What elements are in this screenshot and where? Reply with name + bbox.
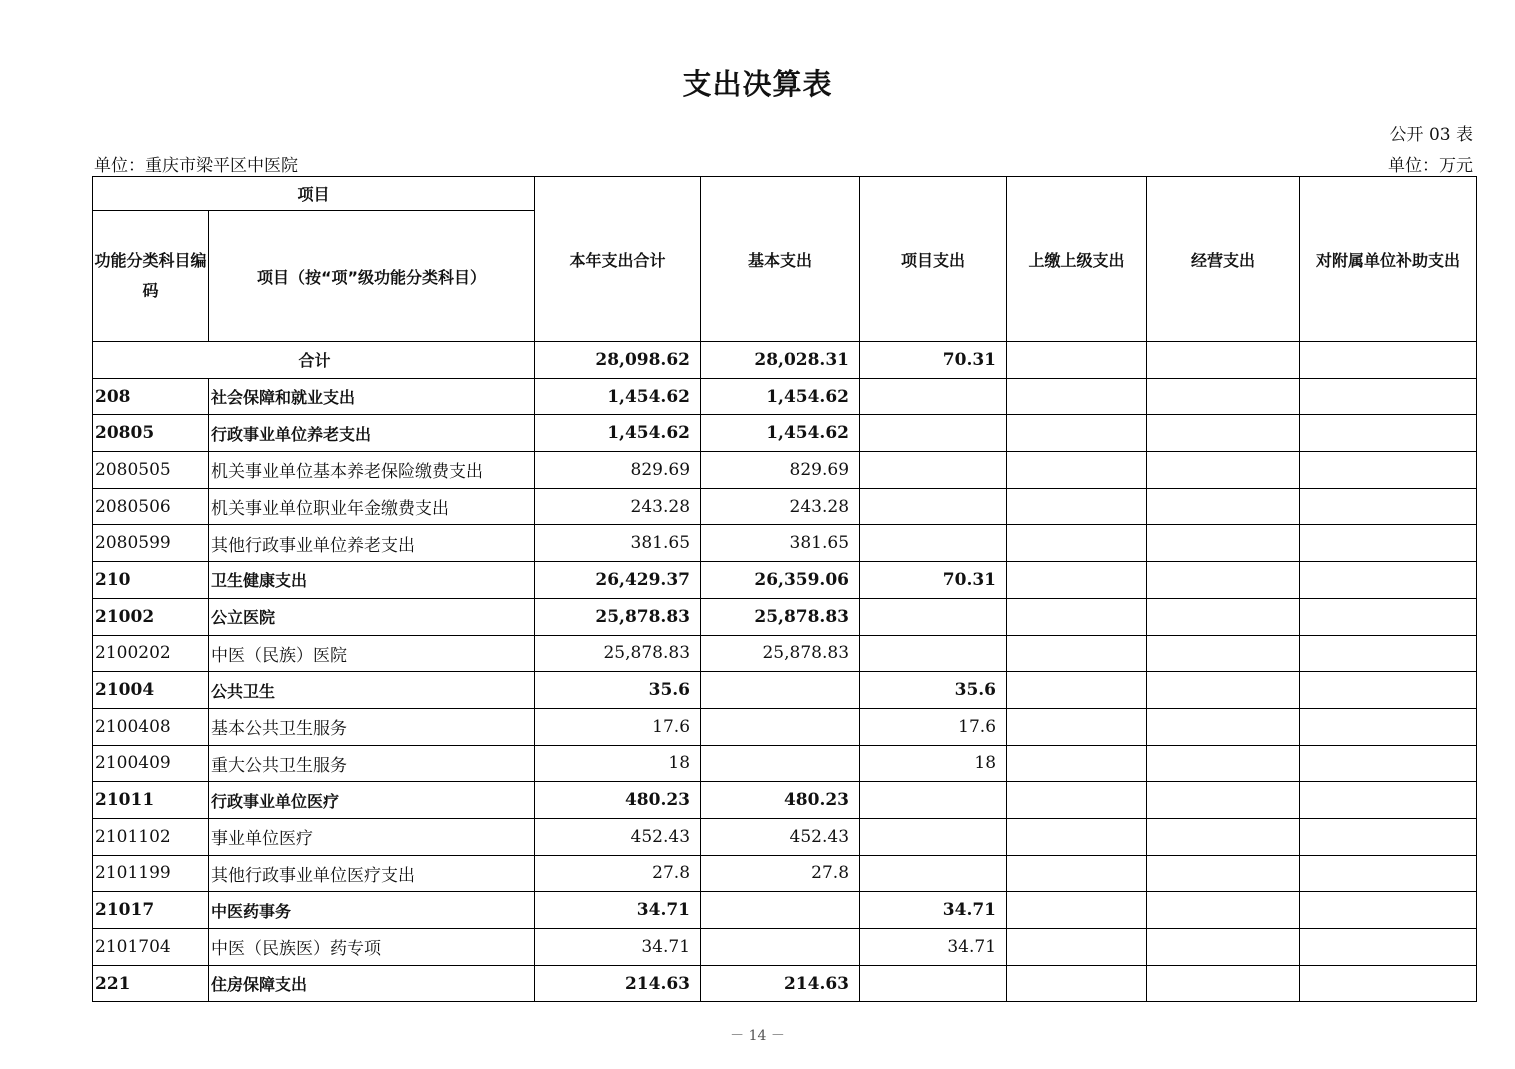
row-code: 221: [93, 965, 209, 1002]
table-row: [93, 672, 1477, 709]
table-row: [93, 965, 1477, 1002]
row-name: 事业单位医疗: [209, 818, 535, 855]
row-project: [860, 598, 1007, 635]
row-name: 其他行政事业单位医疗支出: [209, 855, 535, 892]
row-name: 中医（民族）医院: [209, 635, 535, 672]
row-total: 17.6: [535, 708, 701, 745]
row-upper: [1007, 818, 1147, 855]
row-name: 重大公共卫生服务: [209, 745, 535, 782]
row-code: 21002: [93, 598, 209, 635]
table-row: [93, 452, 1477, 489]
row-business: [1147, 965, 1300, 1002]
row-upper: [1007, 965, 1147, 1002]
row-total: 34.71: [535, 929, 701, 966]
row-upper: [1007, 488, 1147, 525]
row-business: [1147, 745, 1300, 782]
row-upper: [1007, 415, 1147, 452]
row-business: [1147, 525, 1300, 562]
row-business: [1147, 562, 1300, 599]
unit-currency: 单位：万元: [1388, 156, 1473, 176]
row-project: 35.6: [860, 672, 1007, 709]
row-name: 行政事业单位医疗: [209, 782, 535, 819]
table-row: [93, 708, 1477, 745]
row-total: 27.8: [535, 855, 701, 892]
row-project: 70.31: [860, 562, 1007, 599]
row-total: 25,878.83: [535, 598, 701, 635]
row-name: 机关事业单位基本养老保险缴费支出: [209, 452, 535, 489]
row-project: 34.71: [860, 929, 1007, 966]
row-upper: [1007, 525, 1147, 562]
total-row: [93, 342, 1477, 379]
row-total: 480.23: [535, 782, 701, 819]
row-project: [860, 782, 1007, 819]
table-row: [93, 818, 1477, 855]
row-business: [1147, 598, 1300, 635]
table-row: [93, 562, 1477, 599]
table-row: [93, 415, 1477, 452]
row-upper: [1007, 598, 1147, 635]
row-project: [860, 415, 1007, 452]
row-upper: [1007, 378, 1147, 415]
total-basic: 28,028.31: [701, 342, 860, 379]
row-project: [860, 635, 1007, 672]
total-total: 28,098.62: [535, 342, 701, 379]
row-business: [1147, 672, 1300, 709]
header-basic: 基本支出: [701, 177, 860, 342]
row-upper: [1007, 452, 1147, 489]
row-basic: 25,878.83: [701, 598, 860, 635]
row-subsidy: [1300, 818, 1477, 855]
row-business: [1147, 818, 1300, 855]
row-name: 基本公共卫生服务: [209, 708, 535, 745]
row-basic: 480.23: [701, 782, 860, 819]
table-row: [93, 782, 1477, 819]
row-total: 1,454.62: [535, 415, 701, 452]
row-business: [1147, 635, 1300, 672]
row-total: 18: [535, 745, 701, 782]
row-business: [1147, 929, 1300, 966]
row-project: [860, 488, 1007, 525]
row-project: [860, 452, 1007, 489]
row-code: 2100202: [93, 635, 209, 672]
row-subsidy: [1300, 929, 1477, 966]
row-total: 214.63: [535, 965, 701, 1002]
row-total: 381.65: [535, 525, 701, 562]
row-name: 住房保障支出: [209, 965, 535, 1002]
row-upper: [1007, 672, 1147, 709]
row-basic: 243.28: [701, 488, 860, 525]
row-upper: [1007, 855, 1147, 892]
row-code: 20805: [93, 415, 209, 452]
row-project: [860, 965, 1007, 1002]
row-project: [860, 855, 1007, 892]
row-code: 21017: [93, 892, 209, 929]
row-total: 25,878.83: [535, 635, 701, 672]
row-code: 2080505: [93, 452, 209, 489]
header-upper: 上缴上级支出: [1007, 177, 1147, 342]
row-basic: [701, 745, 860, 782]
row-business: [1147, 782, 1300, 819]
table-row: [93, 745, 1477, 782]
page-number: － 14 －: [730, 1028, 785, 1044]
header-name: 项目（按“项”级功能分类科目）: [209, 211, 535, 342]
row-code: 2100409: [93, 745, 209, 782]
row-code: 2080506: [93, 488, 209, 525]
row-name: 中医药事务: [209, 892, 535, 929]
row-code: 2101704: [93, 929, 209, 966]
row-upper: [1007, 929, 1147, 966]
row-subsidy: [1300, 672, 1477, 709]
total-project: 70.31: [860, 342, 1007, 379]
row-basic: 27.8: [701, 855, 860, 892]
row-total: 452.43: [535, 818, 701, 855]
row-subsidy: [1300, 892, 1477, 929]
row-subsidy: [1300, 745, 1477, 782]
row-name: 中医（民族医）药专项: [209, 929, 535, 966]
table-row: [93, 525, 1477, 562]
row-business: [1147, 708, 1300, 745]
row-basic: [701, 672, 860, 709]
header-project-expense: 项目支出: [860, 177, 1007, 342]
row-project: [860, 378, 1007, 415]
row-code: 210: [93, 562, 209, 599]
row-code: 2100408: [93, 708, 209, 745]
row-total: 829.69: [535, 452, 701, 489]
form-number: 公开 03 表: [1389, 125, 1473, 145]
row-project: 34.71: [860, 892, 1007, 929]
row-basic: 26,359.06: [701, 562, 860, 599]
row-project: [860, 525, 1007, 562]
row-total: 1,454.62: [535, 378, 701, 415]
row-subsidy: [1300, 965, 1477, 1002]
row-code: 2080599: [93, 525, 209, 562]
row-total: 243.28: [535, 488, 701, 525]
table-row: [93, 929, 1477, 966]
row-name: 其他行政事业单位养老支出: [209, 525, 535, 562]
row-name: 行政事业单位养老支出: [209, 415, 535, 452]
header-code: 功能分类科目编码: [93, 211, 209, 342]
row-name: 公立医院: [209, 598, 535, 635]
row-business: [1147, 415, 1300, 452]
header-business: 经营支出: [1147, 177, 1300, 342]
table-row: [93, 598, 1477, 635]
row-subsidy: [1300, 598, 1477, 635]
row-project: 17.6: [860, 708, 1007, 745]
row-basic: 381.65: [701, 525, 860, 562]
row-total: 35.6: [535, 672, 701, 709]
row-subsidy: [1300, 562, 1477, 599]
row-basic: 829.69: [701, 452, 860, 489]
row-business: [1147, 855, 1300, 892]
table-row: [93, 855, 1477, 892]
row-code: 2101102: [93, 818, 209, 855]
row-basic: [701, 708, 860, 745]
row-subsidy: [1300, 378, 1477, 415]
row-subsidy: [1300, 855, 1477, 892]
row-basic: 1,454.62: [701, 378, 860, 415]
row-business: [1147, 488, 1300, 525]
row-basic: 452.43: [701, 818, 860, 855]
row-upper: [1007, 635, 1147, 672]
total-business: [1147, 342, 1300, 379]
row-upper: [1007, 745, 1147, 782]
row-project: [860, 818, 1007, 855]
row-business: [1147, 378, 1300, 415]
table-row: [93, 892, 1477, 929]
total-label: 合计: [93, 342, 535, 379]
row-total: 26,429.37: [535, 562, 701, 599]
row-name: 社会保障和就业支出: [209, 378, 535, 415]
table-row: [93, 378, 1477, 415]
row-business: [1147, 892, 1300, 929]
row-code: 208: [93, 378, 209, 415]
expenditure-table: [92, 176, 1477, 1002]
row-business: [1147, 452, 1300, 489]
row-upper: [1007, 708, 1147, 745]
row-name: 机关事业单位职业年金缴费支出: [209, 488, 535, 525]
page-title: 支出决算表: [682, 67, 833, 101]
row-basic: 25,878.83: [701, 635, 860, 672]
table-row: [93, 635, 1477, 672]
row-basic: [701, 892, 860, 929]
row-project: 18: [860, 745, 1007, 782]
total-upper: [1007, 342, 1147, 379]
row-basic: [701, 929, 860, 966]
row-subsidy: [1300, 782, 1477, 819]
row-basic: 214.63: [701, 965, 860, 1002]
header-project: 项目: [93, 177, 535, 211]
unit-organization: 单位：重庆市梁平区中医院: [94, 156, 298, 176]
total-subsidy: [1300, 342, 1477, 379]
row-name: 公共卫生: [209, 672, 535, 709]
row-upper: [1007, 892, 1147, 929]
row-subsidy: [1300, 452, 1477, 489]
row-basic: 1,454.62: [701, 415, 860, 452]
row-upper: [1007, 782, 1147, 819]
row-code: 21011: [93, 782, 209, 819]
header-subsidy: 对附属单位补助支出: [1300, 177, 1477, 342]
row-upper: [1007, 562, 1147, 599]
row-subsidy: [1300, 525, 1477, 562]
header-total: 本年支出合计: [535, 177, 701, 342]
row-subsidy: [1300, 488, 1477, 525]
row-subsidy: [1300, 415, 1477, 452]
row-subsidy: [1300, 708, 1477, 745]
row-code: 21004: [93, 672, 209, 709]
row-total: 34.71: [535, 892, 701, 929]
table-row: [93, 488, 1477, 525]
row-code: 2101199: [93, 855, 209, 892]
row-subsidy: [1300, 635, 1477, 672]
row-name: 卫生健康支出: [209, 562, 535, 599]
